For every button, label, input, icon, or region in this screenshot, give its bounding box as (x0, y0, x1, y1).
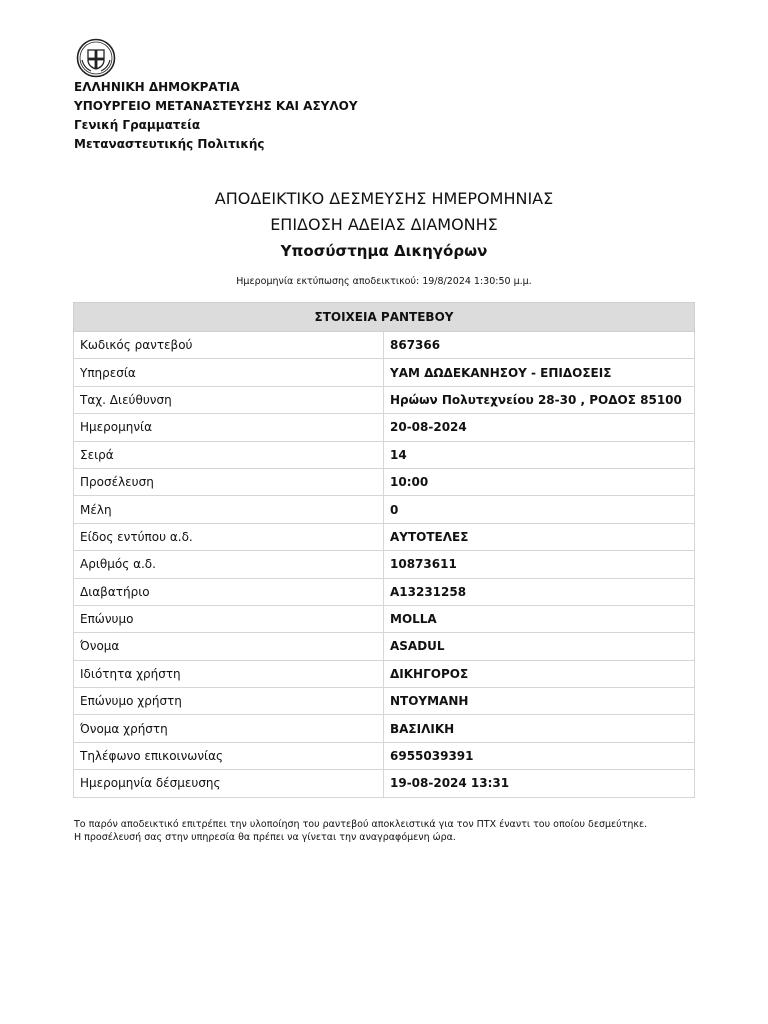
secretariat-name: Γενική Γραμματεία (74, 118, 201, 132)
table-row (74, 414, 695, 441)
row-value: A13231258 (384, 578, 695, 605)
row-label: Ιδιότητα χρήστη (74, 660, 384, 687)
table-row (74, 386, 695, 413)
row-value: 19-08-2024 13:31 (384, 770, 695, 797)
row-label: Επώνυμο (74, 605, 384, 632)
table-row (74, 578, 695, 605)
row-label: Όνομα (74, 633, 384, 660)
row-value: 0 (384, 496, 695, 523)
row-value: 20-08-2024 (384, 414, 695, 441)
row-label: Είδος εντύπου α.δ. (74, 523, 384, 550)
table-row (74, 605, 695, 632)
row-label: Ταχ. Διεύθυνση (74, 386, 384, 413)
row-value: ASADUL (384, 633, 695, 660)
table-header-row (74, 303, 695, 332)
row-value: ΑΥΤΟΤΕΛΕΣ (384, 523, 695, 550)
row-label: Σειρά (74, 441, 384, 468)
subsystem-title: Υποσύστημα Δικηγόρων (280, 242, 488, 260)
row-label: Ημερομηνία δέσμευσης (74, 770, 384, 797)
row-value: 6955039391 (384, 742, 695, 769)
row-label: Διαβατήριο (74, 578, 384, 605)
document-titles (0, 186, 768, 264)
table-row (74, 715, 695, 742)
footer-line-2: Η προσέλευσή σας στην υπηρεσία θα πρέπει να γίνεται την αναγραφόμενη ώρα. (74, 832, 456, 843)
document-title: ΑΠΟΔΕΙΚΤΙΚΟ ΔΕΣΜΕΥΣΗΣ ΗΜΕΡΟΜΗΝΙΑΣ (214, 189, 554, 208)
row-value: 14 (384, 441, 695, 468)
row-label: Υπηρεσία (74, 359, 384, 386)
row-label: Μέλη (74, 496, 384, 523)
country-name: ΕΛΛΗΝΙΚΗ ΔΗΜΟΚΡΑΤΙΑ (74, 80, 240, 94)
table-row (74, 551, 695, 578)
table-row (74, 688, 695, 715)
row-value: ΒΑΣΙΛΙΚΗ (384, 715, 695, 742)
table-header: ΣΤΟΙΧΕΙΑ ΡΑΝΤΕΒΟΥ (74, 303, 695, 332)
table-row (74, 523, 695, 550)
row-label: Όνομα χρήστη (74, 715, 384, 742)
table-row (74, 441, 695, 468)
table-row (74, 742, 695, 769)
row-label: Αριθμός α.δ. (74, 551, 384, 578)
secretariat-subname: Μεταναστευτικής Πολιτικής (74, 137, 265, 151)
row-label: Τηλέφωνο επικοινωνίας (74, 742, 384, 769)
footer-line-1: Το παρόν αποδεικτικό επιτρέπει την υλοποίηση του ραντεβού αποκλειστικά για τον ΠΤΧ έναντι του οποίου δεσμεύτηκε. (74, 819, 648, 830)
row-value: 867366 (384, 332, 695, 359)
table-row (74, 496, 695, 523)
row-value: Ηρώων Πολυτεχνείου 28-30 , ΡΟΔΟΣ 85100 (384, 386, 695, 413)
row-value: ΝΤΟΥΜΑΝΗ (384, 688, 695, 715)
appointment-details-table (73, 302, 695, 798)
row-value: ΥΑΜ ΔΩΔΕΚΑΝΗΣΟΥ - ΕΠΙΔΟΣΕΙΣ (384, 359, 695, 386)
row-value: 10873611 (384, 551, 695, 578)
print-date: Ημερομηνία εκτύπωσης αποδεικτικού: 19/8/2024 1:30:50 μ.μ. (236, 276, 532, 287)
table-row (74, 468, 695, 495)
row-value: 10:00 (384, 468, 695, 495)
document-subtitle: ΕΠΙΔΟΣΗ ΑΔΕΙΑΣ ΔΙΑΜΟΝΗΣ (270, 215, 498, 234)
table-row (74, 633, 695, 660)
ministry-name: ΥΠΟΥΡΓΕΙΟ ΜΕΤΑΝΑΣΤΕΥΣΗΣ ΚΑΙ ΑΣΥΛΟΥ (74, 99, 358, 113)
row-label: Ημερομηνία (74, 414, 384, 441)
table-row (74, 770, 695, 797)
row-value: ΔΙΚΗΓΟΡΟΣ (384, 660, 695, 687)
issuing-authority (74, 78, 358, 154)
greek-emblem-icon (76, 38, 116, 78)
table-row (74, 332, 695, 359)
table-row (74, 660, 695, 687)
row-value: MOLLA (384, 605, 695, 632)
row-label: Επώνυμο χρήστη (74, 688, 384, 715)
footer-note (74, 818, 647, 844)
row-label: Κωδικός ραντεβού (74, 332, 384, 359)
table-row (74, 359, 695, 386)
row-label: Προσέλευση (74, 468, 384, 495)
